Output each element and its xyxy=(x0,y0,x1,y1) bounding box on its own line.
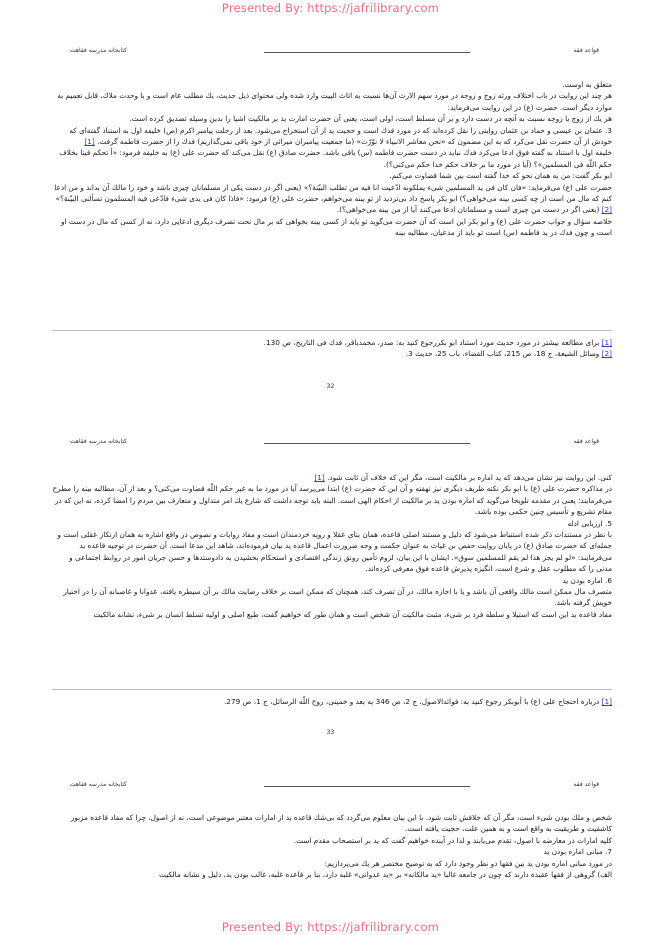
header-rule xyxy=(264,786,470,787)
paragraph xyxy=(52,182,612,216)
footnote xyxy=(52,696,612,707)
footnotes xyxy=(52,337,612,360)
footnote-text: وسائل الشيعة، ج 18، ص 215، كتاب القضاء، باب 25، حديث 3. xyxy=(405,349,600,359)
top-banner: Presented By: https://jafrilibrary.com xyxy=(221,1,440,15)
paragraph: متصرف مال ممكن است مالك واقعى آن باشد و يا با اجازه مالك، در آن تصرف كند، همچنان كه ممكن است بر خلاف رضايت مالك بر آن سيطره يافته، عدوانا و غاصبانه آن را در اختيار خويش گرفته باشد. xyxy=(63,587,612,608)
paragraph: كليه امارات در معارضه با اصول، تقدم مى‌يابند و لذا در آينده خواهيم گفت كه يد بر استصحاب مقدم است. xyxy=(293,835,612,845)
paragraph: متعلق به اوست. xyxy=(562,80,612,89)
paragraph: ابو بكر گفت: من به همان نحو كه خدا گفته است بين شما قضاوت مى‌كنم. xyxy=(389,171,612,181)
header-library: كتابخانه مدرسه فقاهت xyxy=(70,438,127,445)
footnote-separator xyxy=(52,689,612,690)
footnote-link[interactable]: [1] xyxy=(314,473,325,482)
footnotes xyxy=(52,696,612,707)
paragraph: 5. ارزيابى ادله xyxy=(567,518,612,528)
footnote-mark[interactable]: [1] xyxy=(601,338,612,347)
paragraph: خلاصه سؤال و جواب حضرت على (ع) و ابو بكر اين است كه آن حضرت مى‌گويد تو بايد از كسى بينه بخواهى كه بر مال تحت تصرف ديگرى ادعايى دارد، نه از كسى كه مال در دست او است و چون فدك در يد فاطمه (س) است تو بايد از مدعيان، مطالبه بينه xyxy=(60,216,612,238)
paragraph: هر چند اين روايت در باب اختلاف ورثه زوج و زوجه در مورد سهم الارث آن‌ها نسبت به اثاث البيت وارد شده ولى محتواى ذيل حديث، يك مطلب عام است و با وحدت ملاك، قابل تعميم به موارد ديگر است. حضرت (ع) در اين روايت مى‌فرمايد: xyxy=(57,91,612,112)
header-rule xyxy=(264,52,470,53)
paragraph: شخص و ملك بودن شى‌ء است، مگر آن كه خلافش ثابت شود. با اين بيان معلوم مى‌گردد كه بى‌شك قاعده يد از امارات معتبر موضوعى است، نه از اصول، چرا كه مفاد قاعده مزبور كاشفيت و طريقيت به واقع است و به همين علت، حجيت يافته است. xyxy=(70,813,612,834)
paragraph-text: كنى. اين روايت نيز نشان مى‌دهد كه يد اماره بر مالكيت است، مگر اين كه خلاف آن ثابت شود. xyxy=(327,473,612,482)
paragraph: در مورد مبانى اماره بودن يد بين فقها دو نظر وجود دارد كه به توضيح مختصر هر يك مى‌پردازيم: xyxy=(324,858,612,868)
header-title: قواعد فقه xyxy=(573,781,599,788)
footnote-mark[interactable]: [1] xyxy=(601,697,612,706)
page-number: 32 xyxy=(326,383,335,390)
paragraph-text: (يعنى اگر در دست من چيزى است و مسلمانان ادعا مى‌كنند آيا از من بينه مى‌خواهى؟). xyxy=(336,205,600,215)
footnote-link[interactable]: [2] xyxy=(601,205,612,215)
footnote-text: درباره احتجاج على (ع) با أبوبكر رجوع كنيد به: فوائدالاصول، ج 2، ص 346 به بعد و خمينى، روح اللّه الرسائل، ج 1، ص 279. xyxy=(223,697,600,706)
page-number: 33 xyxy=(326,729,335,736)
header-title: قواعد فقه xyxy=(573,47,599,54)
paragraph: در مذاكره حضرت على (ع) با ابو بكر نكته ظريف ديگرى نيز نهفته و آن اين كه حضرت (ع) ابتدا مى‌پرسد آيا در مورد ما به غير حكم اللّه قضاوت مى‌كنى؟ و بعد از آن، مطالبه بينه را مطرح مى‌فرمايند؛ يعنى در مقدمه تلويحا مى‌گويد كه اماره بودن يد بر مالكيت از احكام الهى است. البته بايد توجه داشت كه شارع يك امر متداول و متعارف بين مردم را امضا كرده، نه اين كه در مقام تشريع و تأسيس چنين حكمى بوده باشد. xyxy=(52,484,612,517)
footnote-mark[interactable]: [2] xyxy=(601,349,612,359)
footnote xyxy=(52,337,612,348)
paragraph xyxy=(52,472,612,483)
footnote-separator xyxy=(52,330,612,331)
paragraph: 7. مبانى اماره بودن يد xyxy=(543,847,612,857)
page-body xyxy=(52,472,612,620)
footnote-text: براى مطالعه بيشتر در مورد حديث مورد استناد ابو بكررجوع كنيد به: صدر، محمدباقر، فدك فى التاريخ، ص 130. xyxy=(263,338,600,347)
header-rule xyxy=(264,443,470,444)
paragraph: خليفه اول با استناد به گفته فوق ادعا مى‌كرد فدك نبايد در دست حضرت فاطمه (س) باقى باشد. حضرت صادق (ع) نقل مى‌كند كه حضرت على (ع) به خليفه فرمود: «أ تحكم فينا بخلاف حكم اللّه فى المسلمين»؟ (آيا در مورد ما بر خلاف حكم خدا حكم مى‌كنى؟). xyxy=(59,148,612,169)
page-header xyxy=(0,44,661,58)
paragraph: الف) گروهى از فقها عقيده دارند كه چون در جامعه غالبا «يد مالكانه» بر «يد عدوانى» غلبه دارد، بنا بر قاعده غلبه، غالب بودن يد، دليل و نشانه مالكيت xyxy=(159,870,612,880)
paragraph-text: 3. عثمان بن عيسى و حماد بن عثمان روايتى را نقل كرده‌اند كه در مورد فدك است و حجيت يد از آن استخراج مى‌شود. بعد از رحلت پيامبر اكرم (ص) خليفه اول به استناد گفته‌اى كه خودش از آن حضرت نقل مى‌كرد كه به اين مضمون كه «نحن معاشر الانبياء لا نوّرّث» (ما جمعيت پيامبران ميراثى از خود باقى نمى‌گذاريم) فدك را از حضرت فاطمه گرفت. xyxy=(69,125,612,147)
page-body xyxy=(52,812,612,880)
header-title: قواعد فقه xyxy=(573,438,599,445)
paragraph xyxy=(52,125,612,148)
paragraph-text: حضرت على (ع) مى‌فرمايد: «فان كان فى يد المسلمين شىء يملكونه ادّعيت انا فيه من تطلب البيّنة؟» (يعنى اگر در دست يكى از مسلمانان چيزى باشد و خود را مالك آن بداند و من ادعا كنم كه مال من است از چه كسى بينه مى‌خواهى؟) ابو بكر پاسخ داد بى‌ترديد از تو بينه مى‌خواهم، حضرت على (ع) فرمود: «فاذا كان فى يدى شىء فادّعى فيه المسلمون تسألنى البيّنة؟» xyxy=(54,182,612,204)
footnote xyxy=(52,348,612,359)
paragraph: 6. اماره بودن يد xyxy=(562,575,612,585)
page-header xyxy=(0,778,661,792)
header-library: كتابخانه مدرسه فقاهت xyxy=(70,781,127,788)
paragraph: با نظر در مستندات ذكر شده استنباط مى‌شود كه دليل و مستند اصلى قاعده، همان بناى عقلا و رويه خردمندان است و مفاد روايات و نصوص در واقع اشاره به همان ارتكاز عقلى است و جمله‌اى كه حضرت صادق (ع) در پايان روايت حفص بن غياث به عنوان حكمت و وجه ضرورت اعمال قاعده يد بيان فرموده‌اند، شاهد اين مدعا است. آن حضرت در توجيه قاعده يد مى‌فرمايند: «لو لم يجز هذا لم يقم للمسلمين سوق». ايشان با اين بيان، لزوم تأمين رونق زندگى اقتصادى و استحكام بخشيدن به دادوستدها و حسن جريان امور در روابط اجتماعى و مدنى را كه مطلوب عقل و شرع است، انگيزه پذيرش قاعده فوق معرفى كرده‌اند. xyxy=(57,530,612,574)
paragraph: مفاد قاعده يد اين است كه استيلا و سلطه فرد بر شى‌ء، مثبت مالكيت آن شخص است و همان طور كه خواهيم گفت، طبع اصلى و اوليه تسلط انسان بر شى‌ء، نشانه مالكيت xyxy=(93,609,612,619)
footnote-link[interactable]: [1] xyxy=(84,137,95,147)
header-library: كتابخانه مدرسه فقاهت xyxy=(70,47,127,54)
page-header xyxy=(0,435,661,449)
paragraph: هر يك از زوج يا زوجه نسبت به آنچه در دست دارد و بر آن مسلط است، اولى است، يعنى آن حضرت امارت يد بر مالكيت اشيا را بدين وسيله تصديق كرده است. xyxy=(129,114,612,124)
bottom-banner: Presented By: https://jafrilibrary.com xyxy=(221,920,440,934)
page-body xyxy=(52,79,612,239)
